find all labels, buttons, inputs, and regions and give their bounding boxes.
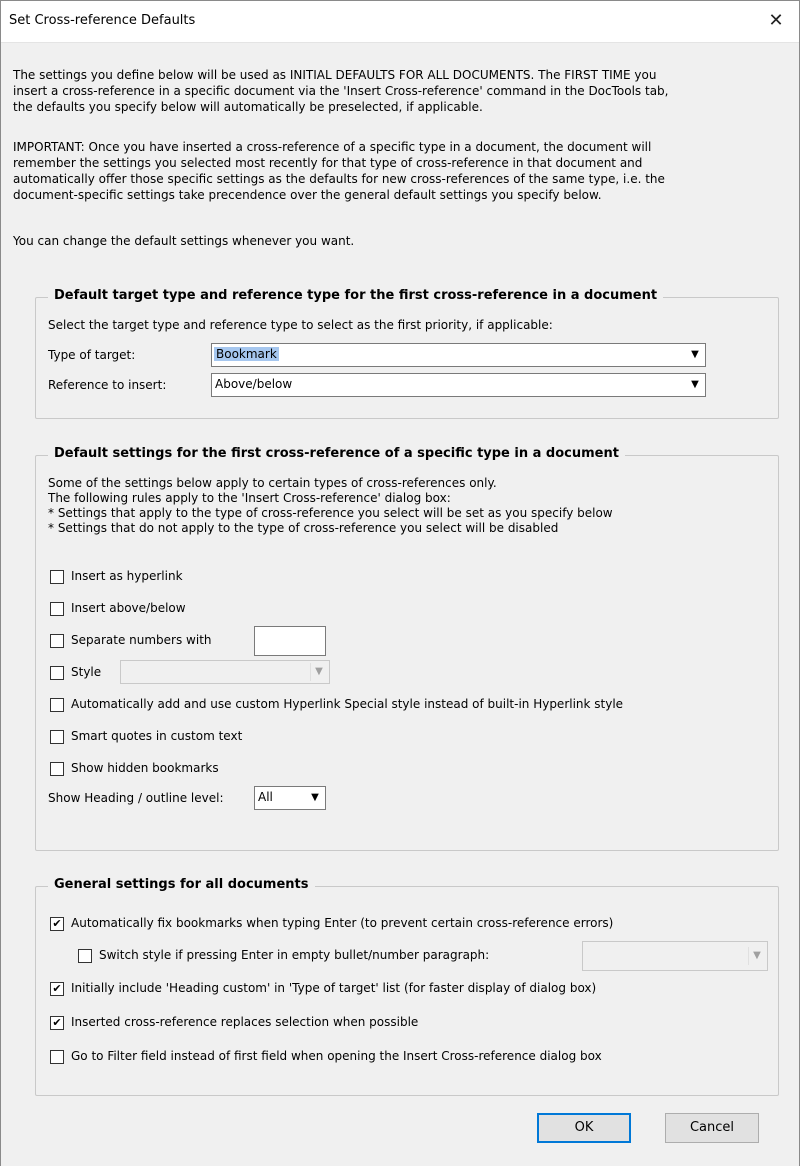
type-of-target-value: Bookmark xyxy=(216,347,277,361)
heading-level-value: All xyxy=(258,790,273,804)
first-reference-settings-legend: Default settings for the first cross-reference of a specific type in a document xyxy=(48,446,625,461)
target-type-group xyxy=(35,288,779,419)
chevron-down-icon: ▼ xyxy=(310,663,327,681)
intro-paragraph-2: IMPORTANT: Once you have inserted a cross-reference of a specific type in a document, the document will remember the settings you selected most recently for that type of cross-reference in that document and automatically offer those specific settings as the defaults for new cross-references of the same type, i.e. the document-specific settings take precendence over the general default settings you specify below. xyxy=(13,140,665,202)
chevron-down-icon: ▼ xyxy=(691,379,699,390)
dialog-body xyxy=(1,42,799,1166)
first-reference-settings-group xyxy=(35,446,779,851)
replace-selection-checkbox[interactable]: ✔ xyxy=(50,1016,64,1030)
switch-style-label[interactable]: Switch style if pressing Enter in empty bullet/number paragraph: xyxy=(99,948,490,962)
smart-quotes-label[interactable]: Smart quotes in custom text xyxy=(71,729,243,743)
style-checkbox[interactable] xyxy=(50,666,64,680)
heading-level-label: Show Heading / outline level: xyxy=(48,791,224,805)
general-settings-group xyxy=(35,877,779,1096)
smart-quotes-checkbox[interactable] xyxy=(50,730,64,744)
replace-selection-label[interactable]: Inserted cross-reference replaces selection when possible xyxy=(71,1015,419,1029)
target-type-group-legend: Default target type and reference type for the first cross-reference in a document xyxy=(48,288,663,303)
target-type-instruction: Select the target type and reference type to select as the first priority, if applicable: xyxy=(48,318,553,332)
heading-level-select[interactable] xyxy=(254,786,326,810)
intro-paragraph-3: You can change the default settings whenever you want. xyxy=(13,234,355,248)
reference-to-insert-label: Reference to insert: xyxy=(48,378,167,392)
intro-paragraph-1: The settings you define below will be used as INITIAL DEFAULTS FOR ALL DOCUMENTS. The FIRST TIME you insert a cross-reference in a specific document via the 'Insert Cross-reference' command in the DocTools tab, the defaults you specify below will automatically be preselected, if applicable. xyxy=(13,68,669,114)
fix-bookmarks-checkbox[interactable]: ✔ xyxy=(50,917,64,931)
show-hidden-bookmarks-checkbox[interactable] xyxy=(50,762,64,776)
reference-to-insert-select[interactable] xyxy=(211,373,706,397)
title-bar xyxy=(1,1,799,41)
chevron-down-icon: ▼ xyxy=(311,792,319,803)
general-settings-legend: General settings for all documents xyxy=(48,877,315,892)
separate-numbers-checkbox[interactable] xyxy=(50,634,64,648)
filter-field-checkbox[interactable] xyxy=(50,1050,64,1064)
insert-above-below-label[interactable]: Insert above/below xyxy=(71,601,186,615)
cancel-button[interactable]: Cancel xyxy=(665,1113,759,1143)
style-label[interactable]: Style xyxy=(71,665,102,679)
insert-as-hyperlink-checkbox[interactable] xyxy=(50,570,64,584)
switch-style-checkbox[interactable] xyxy=(78,949,92,963)
show-hidden-bookmarks-label[interactable]: Show hidden bookmarks xyxy=(71,761,219,775)
rules-note: Some of the settings below apply to certain types of cross-references only. The following rules apply to the 'Insert Cross-reference' dialog box: * Settings that apply to the type of cross-reference you select will be set as you specify below * Settings that do not apply to the type of cross-reference you select will be disabled xyxy=(48,476,613,535)
filter-field-label[interactable]: Go to Filter field instead of first field when opening the Insert Cross-reference dialog box xyxy=(71,1049,602,1063)
chevron-down-icon: ▼ xyxy=(748,947,765,965)
style-select xyxy=(120,660,330,684)
chevron-down-icon: ▼ xyxy=(691,349,699,360)
insert-above-below-checkbox[interactable] xyxy=(50,602,64,616)
separate-numbers-label[interactable]: Separate numbers with xyxy=(71,633,212,647)
include-heading-custom-label[interactable]: Initially include 'Heading custom' in 'Type of target' list (for faster display of dialog box) xyxy=(71,981,597,995)
type-of-target-label: Type of target: xyxy=(48,348,136,362)
close-icon[interactable]: ✕ xyxy=(768,10,784,31)
insert-as-hyperlink-label[interactable]: Insert as hyperlink xyxy=(71,569,183,583)
fix-bookmarks-label[interactable]: Automatically fix bookmarks when typing Enter (to prevent certain cross-reference errors) xyxy=(71,916,614,930)
reference-to-insert-value: Above/below xyxy=(215,377,293,391)
type-of-target-select[interactable] xyxy=(211,343,706,367)
ok-button[interactable]: OK xyxy=(537,1113,631,1143)
dialog-title: Set Cross-reference Defaults xyxy=(9,13,196,28)
custom-hyperlink-style-label[interactable]: Automatically add and use custom Hyperlink Special style instead of built-in Hyperlink style xyxy=(71,697,624,711)
custom-hyperlink-style-checkbox[interactable] xyxy=(50,698,64,712)
separate-numbers-input[interactable] xyxy=(254,626,326,656)
include-heading-custom-checkbox[interactable]: ✔ xyxy=(50,982,64,996)
switch-style-select xyxy=(582,941,768,971)
